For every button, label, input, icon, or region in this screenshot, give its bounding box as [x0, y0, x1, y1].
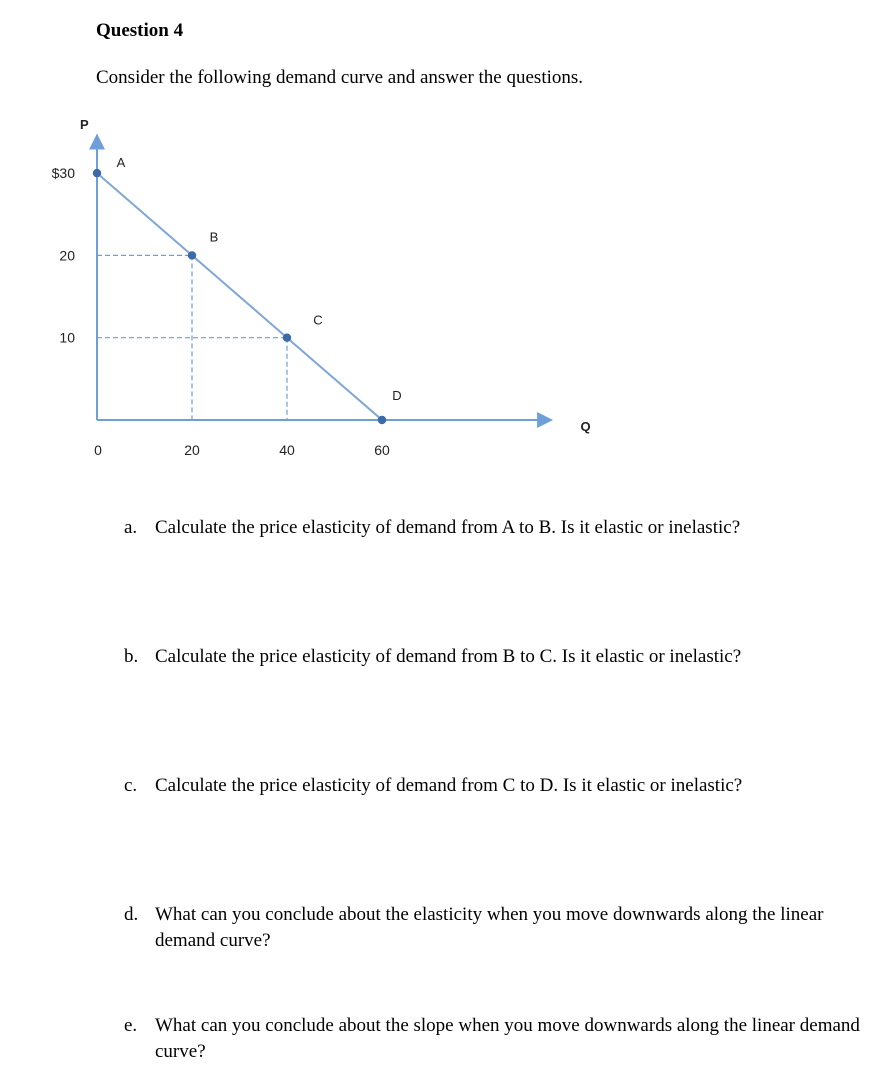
- question-c: [124, 773, 864, 799]
- question-b-text: Calculate the price elasticity of demand from B to C. Is it elastic or inelastic?: [155, 646, 742, 667]
- question-d-label: d.: [124, 904, 139, 925]
- x-tick-20: 20: [184, 442, 200, 458]
- question-c-label: c.: [124, 775, 138, 796]
- point-b: [188, 251, 196, 259]
- y-axis-label: P: [80, 117, 89, 133]
- x-axis-label: Q: [580, 419, 591, 434]
- point-label-b: B: [209, 229, 219, 245]
- question-intro: Consider the following demand curve and answer the questions.: [96, 67, 584, 88]
- question-b: [124, 644, 864, 670]
- question-c-text: Calculate the price elasticity of demand from C to D. Is it elastic or inelastic?: [155, 775, 743, 796]
- question-b-label: b.: [124, 646, 139, 667]
- y-tick-10: 10: [59, 329, 75, 346]
- x-tick-60: 60: [374, 442, 390, 458]
- point-label-a: A: [116, 155, 126, 171]
- y-tick-20: 20: [59, 247, 75, 264]
- point-c: [283, 334, 291, 342]
- x-tick-0: 0: [94, 442, 102, 458]
- question-e: [124, 1013, 864, 1065]
- demand-curve-line: [97, 173, 382, 420]
- question-a: [124, 515, 864, 541]
- question-d: [124, 902, 864, 954]
- question-a-label: a.: [124, 517, 138, 538]
- demand-curve-chart: [0, 100, 884, 470]
- question-e-label: e.: [124, 1015, 138, 1036]
- x-tick-40: 40: [279, 442, 295, 458]
- point-d: [378, 416, 386, 424]
- point-a: [93, 169, 101, 177]
- question-a-text: Calculate the price elasticity of demand from A to B. Is it elastic or inelastic?: [155, 517, 741, 538]
- question-e-text: What can you conclude about the slope when you move downwards along the linear demand curve?: [155, 1015, 860, 1062]
- question-d-text: What can you conclude about the elasticity when you move downwards along the linear demand curve?: [155, 904, 824, 951]
- question-title: Question 4: [96, 20, 184, 41]
- point-label-c: C: [313, 312, 323, 328]
- point-label-d: D: [392, 388, 402, 403]
- y-tick-30: $30: [51, 165, 75, 182]
